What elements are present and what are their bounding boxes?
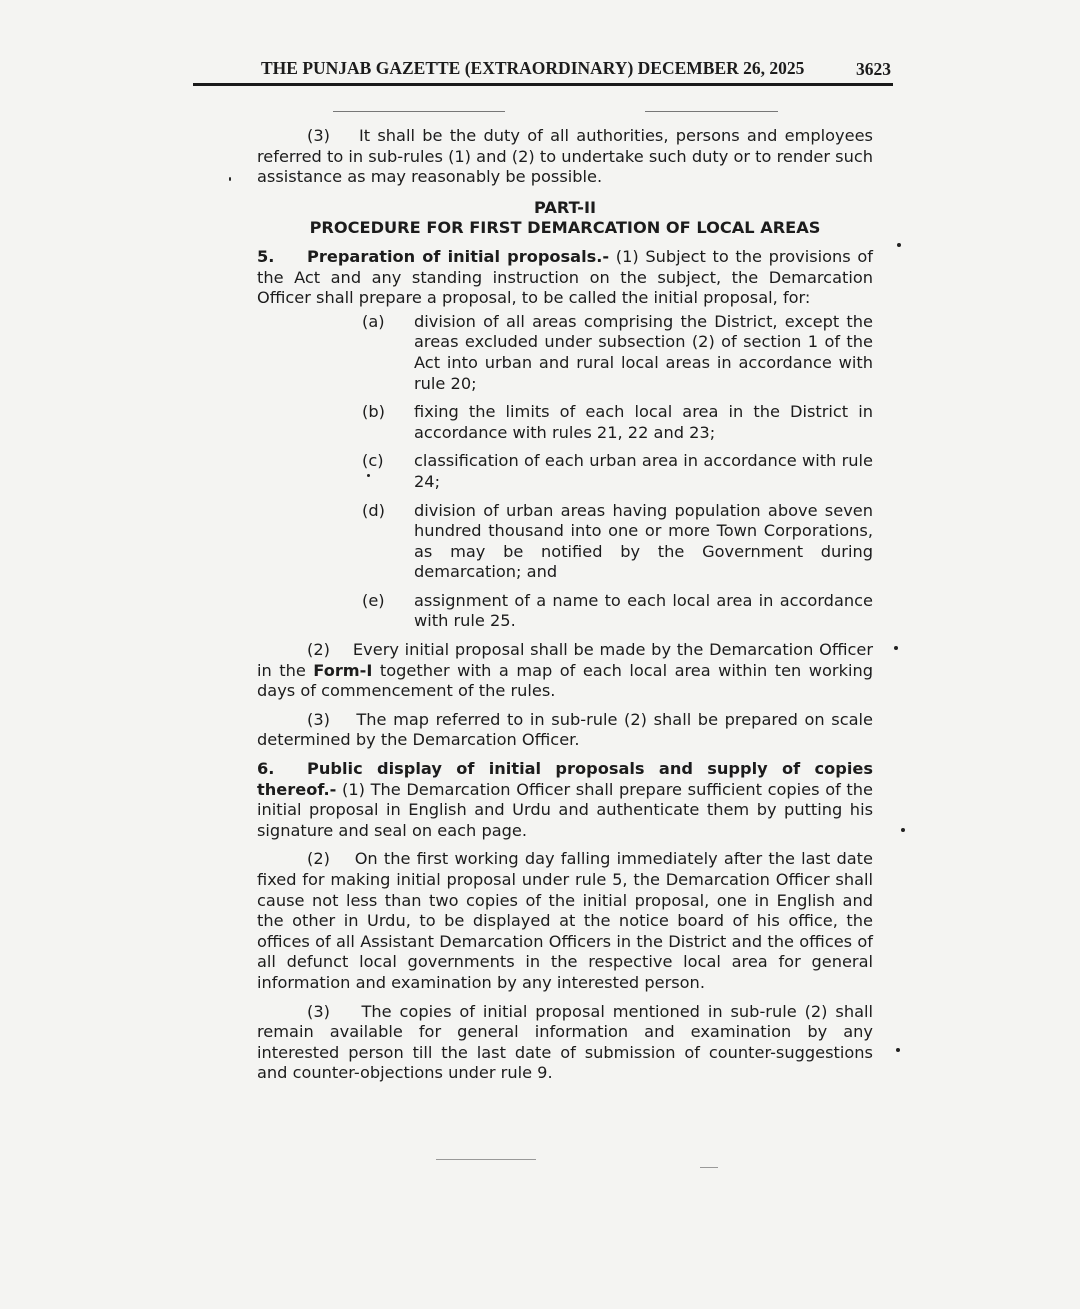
clause-item (362, 402, 873, 443)
separator-line-left (333, 111, 505, 112)
clause-label: (c) (362, 451, 384, 471)
part-label: PART-II (533, 197, 597, 217)
document-body (257, 126, 873, 1084)
clause-text: assignment of a name to each local area in accordance with rule 25. (414, 590, 873, 631)
subrule-text: It shall be the duty of all authorities, persons and employees referred to in sub-rules (1) and (2) to undertake such duty or to render such assistance as may reasonably be possible. (257, 126, 873, 187)
scan-speck (896, 1048, 900, 1052)
subrule-number: (2) (307, 640, 330, 660)
clause-item (362, 312, 873, 394)
subrule-number: (2) (307, 849, 330, 869)
rule5-intro (257, 247, 873, 309)
rule6-subrule2 (257, 849, 873, 993)
clause-item (362, 501, 873, 583)
gazette-header (193, 56, 893, 86)
subrule-number: (3) (307, 1001, 330, 1021)
subrule-number: (3) (307, 126, 330, 145)
clause-label: (d) (362, 500, 385, 520)
clause-item (362, 591, 873, 632)
rule-number: 5. (257, 246, 275, 266)
rule6-intro (257, 759, 873, 841)
gazette-title: THE PUNJAB GAZETTE (EXTRAORDINARY) DECEMBER 26, 2025 (261, 58, 805, 78)
rule5-subrule3 (257, 710, 873, 751)
subrule-text: Every initial proposal shall be made by the Demarcation Officer in the (257, 640, 873, 680)
page-number: 3623 (856, 59, 891, 79)
rule-intro-text: (1) Subject to the provisions of the Act and any standing instruction on the subject, the Demarcation Officer shall prepare a proposal, to be called the initial proposal, for: (257, 246, 873, 308)
scan-speck (901, 828, 905, 832)
part-title: PROCEDURE FOR FIRST DEMARCATION OF LOCAL AREAS (309, 218, 821, 238)
end-dash-mark (436, 1159, 536, 1160)
subrule-number: (3) (307, 709, 330, 729)
rule-number: 6. (257, 759, 275, 779)
form-reference: Form-I (313, 660, 373, 680)
clause-text: division of urban areas having population above seven hundred thousand into one or more Town Corporations, as may be notified by the Government during demarcation; and (414, 500, 873, 582)
rule5-subrule2 (257, 640, 873, 702)
clause-label: (b) (362, 402, 385, 422)
clause-label: (e) (362, 590, 385, 610)
clause-label: (a) (362, 311, 385, 331)
scan-speck (897, 243, 901, 247)
scan-speck (894, 646, 898, 650)
subrule-text: The copies of initial proposal mentioned in sub-rule (2) shall remain available for general information and examination by any interested person till the last date of submission of counter-suggestions and counter-objections under rule 9. (257, 1001, 873, 1083)
rule-heading: Public display of initial proposals and supply of copies thereof.- (257, 759, 873, 799)
clause-text: fixing the limits of each local area in the District in accordance with rules 21, 22 and 23; (414, 402, 873, 442)
clause-item (362, 451, 873, 492)
scan-speck (367, 474, 370, 477)
clause-list (362, 312, 873, 632)
scan-speck (229, 177, 231, 181)
subrule-text: The map referred to in sub-rule (2) shall be prepared on scale determined by the Demarcation Officer. (257, 709, 873, 750)
rule4-subrule3 (257, 126, 873, 188)
rule6-subrule3 (257, 1002, 873, 1084)
clause-text: division of all areas comprising the District, except the areas excluded under subsection (2) of section 1 of the Act into urban and rural local areas in accordance with rule 20; (414, 311, 873, 393)
subrule-text: On the first working day falling immediately after the last date fixed for making initial proposal under rule 5, the Demarcation Officer shall cause not less than two copies of the initial proposal, one in English and the other in Urdu, to be displayed at the notice board of his office, the offices of all Assistant Demarcation Officers in the District and the offices of all defunct local governments in the respective local area for general information and examination by any interested person. (257, 849, 873, 992)
separator-line-right (645, 111, 778, 112)
end-dash-mark (700, 1167, 718, 1168)
rule-intro-text: (1) The Demarcation Officer shall prepare sufficient copies of the initial proposal in English and Urdu and authenticate them by putting his signature and seal on each page. (257, 779, 874, 840)
header-rule (193, 83, 893, 86)
rule-heading: Preparation of initial proposals.- (307, 246, 610, 266)
clause-text: classification of each urban area in accordance with rule 24; (414, 451, 873, 491)
subrule-text: together with a map of each local area within ten working days of commencement of the rules. (257, 660, 873, 701)
